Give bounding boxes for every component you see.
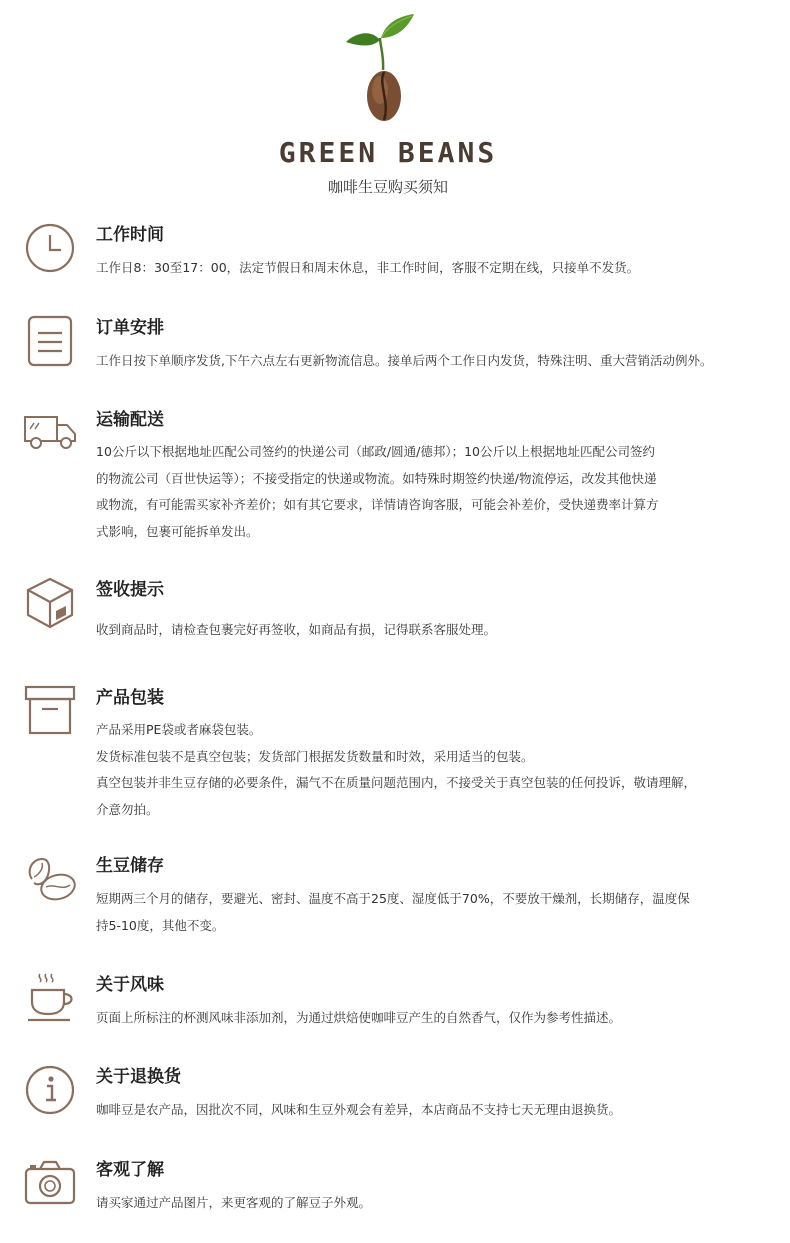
brand-title: GREEN BEANS: [278, 136, 498, 169]
camera-icon: [22, 1155, 78, 1211]
section-body: [96, 348, 756, 375]
section-body: [96, 617, 756, 644]
document-icon: [22, 313, 78, 369]
beans-icon: [22, 851, 78, 907]
section-body: [96, 1097, 756, 1124]
section-storage: [0, 851, 790, 941]
section-title: 签收提示: [96, 580, 164, 600]
section-line: 请买家通过产品图片，来更客观的了解豆子外观。: [96, 1195, 372, 1210]
section-line: 10公斤以下根据地址匹配公司签约的快递公司（邮政/圆通/德邦）；10公斤以上根据地址匹配公司签约: [96, 444, 655, 459]
coffee-bean-sprout-icon: [340, 10, 430, 125]
section-line: 工作日按下单顺序发货,下午六点左右更新物流信息。接单后两个工作日内发货，特殊注明、重大营销活动例外。: [96, 353, 713, 368]
section-line: 页面上所标注的杯测风味非添加剂，为通过烘焙使咖啡豆产生的自然香气，仅作为参考性描述。: [96, 1010, 622, 1025]
page-header: [0, 0, 790, 205]
section-line: 工作日8：30至17：00，法定节假日和周末休息，非工作时间，客服不定期在线，只接单不发货。: [96, 260, 640, 275]
section-line: 真空包装并非生豆存储的必要条件，漏气不在质量问题范围内，不接受关于真空包装的任何投诉，敬请理解，: [96, 775, 697, 790]
section-title: 客观了解: [96, 1160, 164, 1180]
section-body: [96, 255, 756, 282]
section-line: 收到商品时，请检查包裹完好再签收，如商品有损，记得联系客服处理。: [96, 622, 497, 637]
section-body: [96, 717, 756, 823]
section-line: 咖啡豆是农产品，因批次不同，风味和生豆外观会有差异，本店商品不支持七天无理由退换货。: [96, 1102, 622, 1117]
section-receipt: [0, 575, 790, 645]
section-flavor: [0, 970, 790, 1030]
section-body: [96, 1190, 756, 1217]
clock-icon: [22, 220, 78, 276]
section-returns: [0, 1062, 790, 1122]
section-line: 介意勿拍。: [96, 801, 159, 817]
section-line: 式影响，包裹可能拆单发出。: [96, 523, 259, 539]
section-title: 订单安排: [96, 318, 164, 338]
coffee-cup-icon: [22, 970, 78, 1026]
section-title: 生豆储存: [96, 856, 164, 876]
section-work-hours: [0, 220, 790, 280]
section-line: 发货标准包装不是真空包装；发货部门根据发货数量和时效，采用适当的包装。: [96, 748, 534, 764]
section-line: 的物流公司（百世快运等）；不接受指定的快递或物流。如特殊时期签约快递/物流停运，改发其他快递: [96, 470, 657, 486]
storage-box-icon: [22, 683, 78, 739]
section-line: 短期两三个月的储存，要避光、密封、温度不高于25度、湿度低于70%，不要放干燥剂，长期储存，温度保: [96, 891, 690, 906]
section-shipping: [0, 405, 790, 545]
section-body: [96, 886, 756, 939]
section-objective: [0, 1155, 790, 1215]
section-line: 产品采用PE袋或者麻袋包装。: [96, 722, 262, 737]
info-icon: [22, 1062, 78, 1118]
package-box-icon: [22, 575, 78, 631]
section-line: 或物流，有可能需买家补齐差价；如有其它要求，详情请咨询客服，可能会补差价，受快递费率计算方: [96, 497, 659, 512]
truck-icon: [22, 405, 78, 461]
section-title: 产品包装: [96, 688, 164, 708]
section-title: 关于退换货: [96, 1067, 181, 1087]
section-body: [96, 439, 756, 545]
page-subtitle: 咖啡生豆购买须知: [327, 178, 448, 196]
section-title: 工作时间: [96, 225, 164, 245]
section-body: [96, 1005, 756, 1032]
section-packaging: [0, 683, 790, 823]
section-title: 关于风味: [96, 975, 164, 995]
section-order: [0, 313, 790, 373]
section-title: 运输配送: [96, 410, 164, 430]
section-line: 持5-10度，其他不变。: [96, 917, 225, 933]
